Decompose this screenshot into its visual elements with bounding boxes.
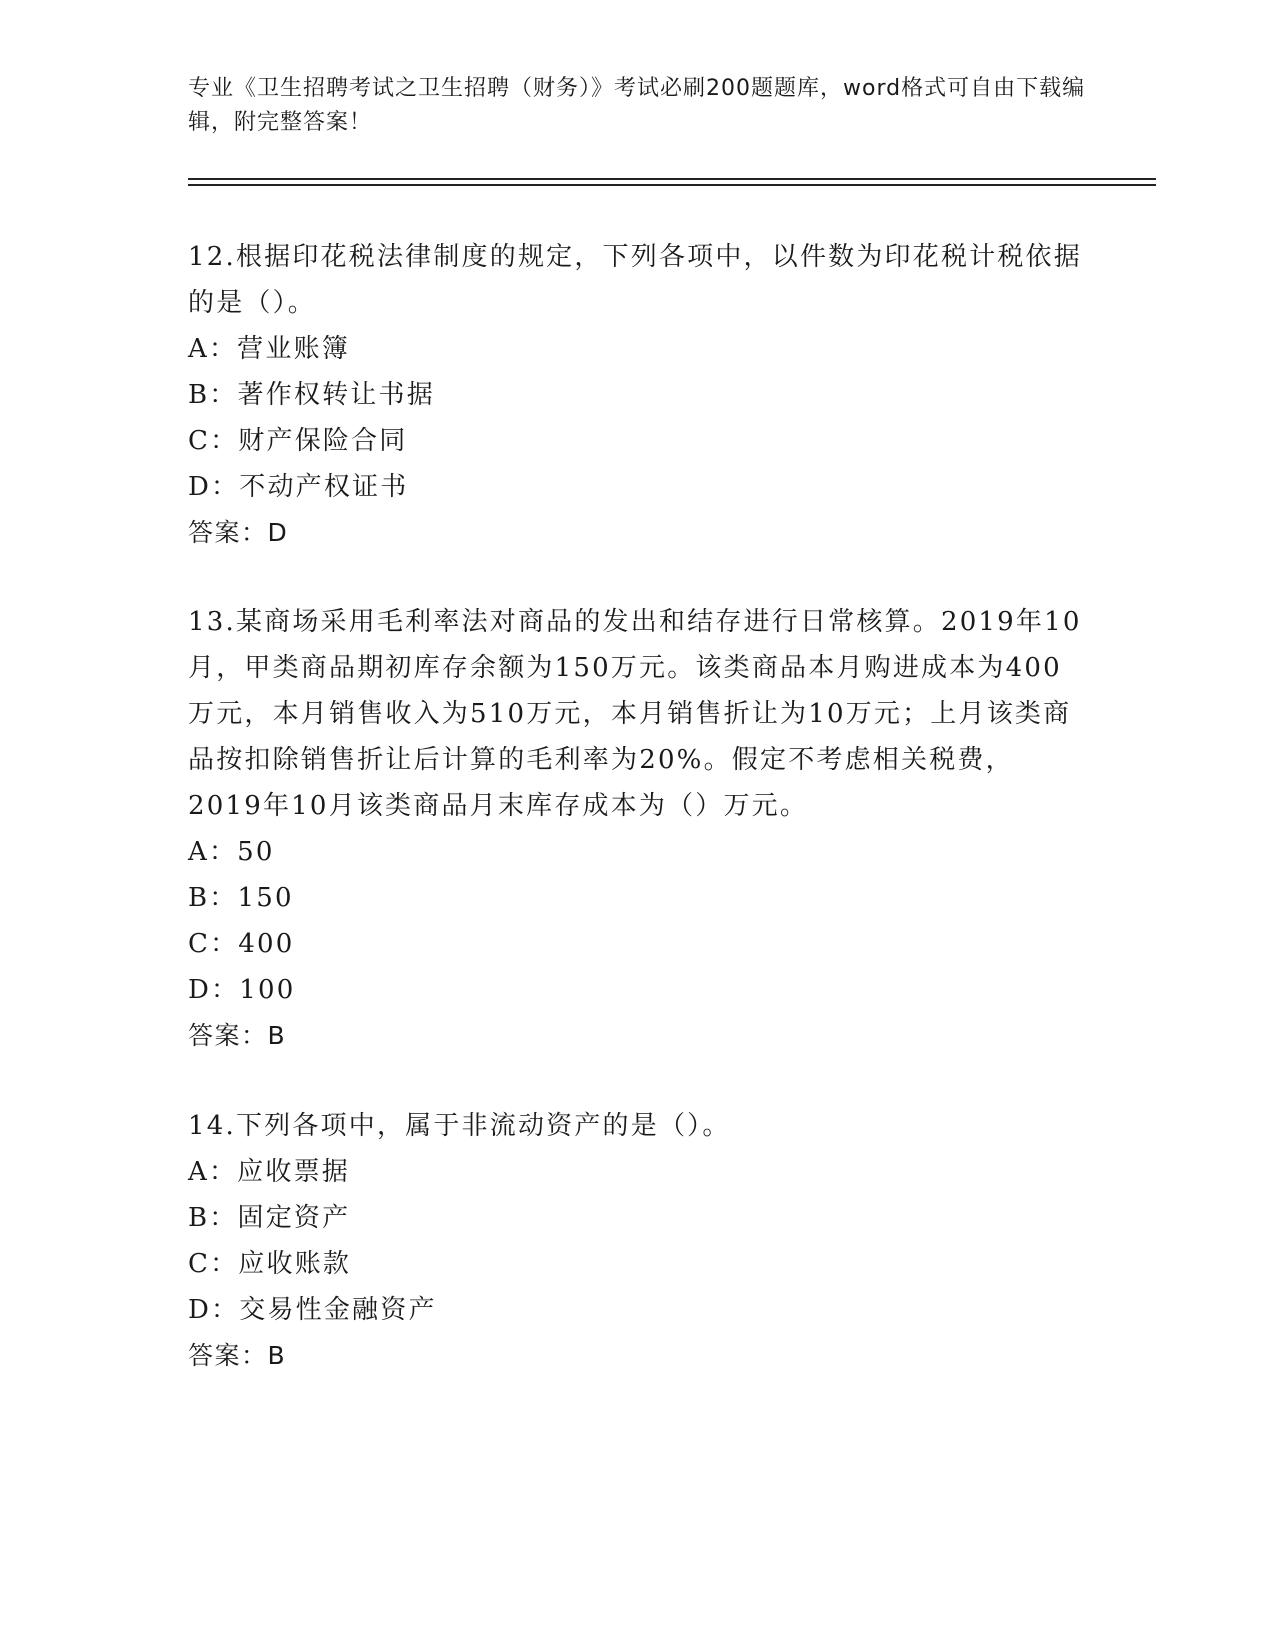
answer-line: 答案：B [188, 1021, 287, 1050]
option-a: A：应收票据 [188, 1157, 350, 1187]
option-d: D：不动产权证书 [188, 472, 409, 502]
question-14 [188, 1103, 1088, 1379]
option-c: C：应收账款 [188, 1249, 352, 1279]
answer-line: 答案：B [188, 1341, 287, 1370]
header-divider-top [188, 178, 1156, 180]
option-a: A：50 [188, 837, 275, 867]
option-b: B：固定资产 [188, 1203, 351, 1233]
question-text: 12.根据印花税法律制度的规定，下列各项中，以件数为印花税计税依据的是（）。 [188, 242, 1082, 318]
option-b: B：150 [188, 883, 294, 913]
option-c: C：400 [188, 929, 295, 959]
header-divider-bottom [188, 184, 1156, 186]
option-d: D：交易性金融资产 [188, 1295, 437, 1325]
option-a: A：营业账簿 [188, 334, 350, 364]
answer-line: 答案：D [188, 518, 289, 547]
option-c: C：财产保险合同 [188, 426, 408, 456]
question-13 [188, 599, 1088, 1059]
question-12 [188, 234, 1088, 556]
question-text: 14.下列各项中，属于非流动资产的是（）。 [188, 1111, 731, 1141]
document-header: 专业《卫生招聘考试之卫生招聘（财务）》考试必刷200题题库，word格式可自由下载编辑，附完整答案！ [188, 76, 1086, 135]
option-b: B：著作权转让书据 [188, 380, 435, 410]
question-text: 13.某商场采用毛利率法对商品的发出和结存进行日常核算。2019年10月，甲类商品期初库存余额为150万元。该类商品本月购进成本为400万元，本月销售收入为510万元，本月销售折让为10万元；上月该类商品按扣除销售折让后计算的毛利率为20%。假定不考虑相关税费，2019年10月该类商品月末库存成本为（）万元。 [188, 607, 1082, 821]
option-d: D：100 [188, 975, 296, 1005]
